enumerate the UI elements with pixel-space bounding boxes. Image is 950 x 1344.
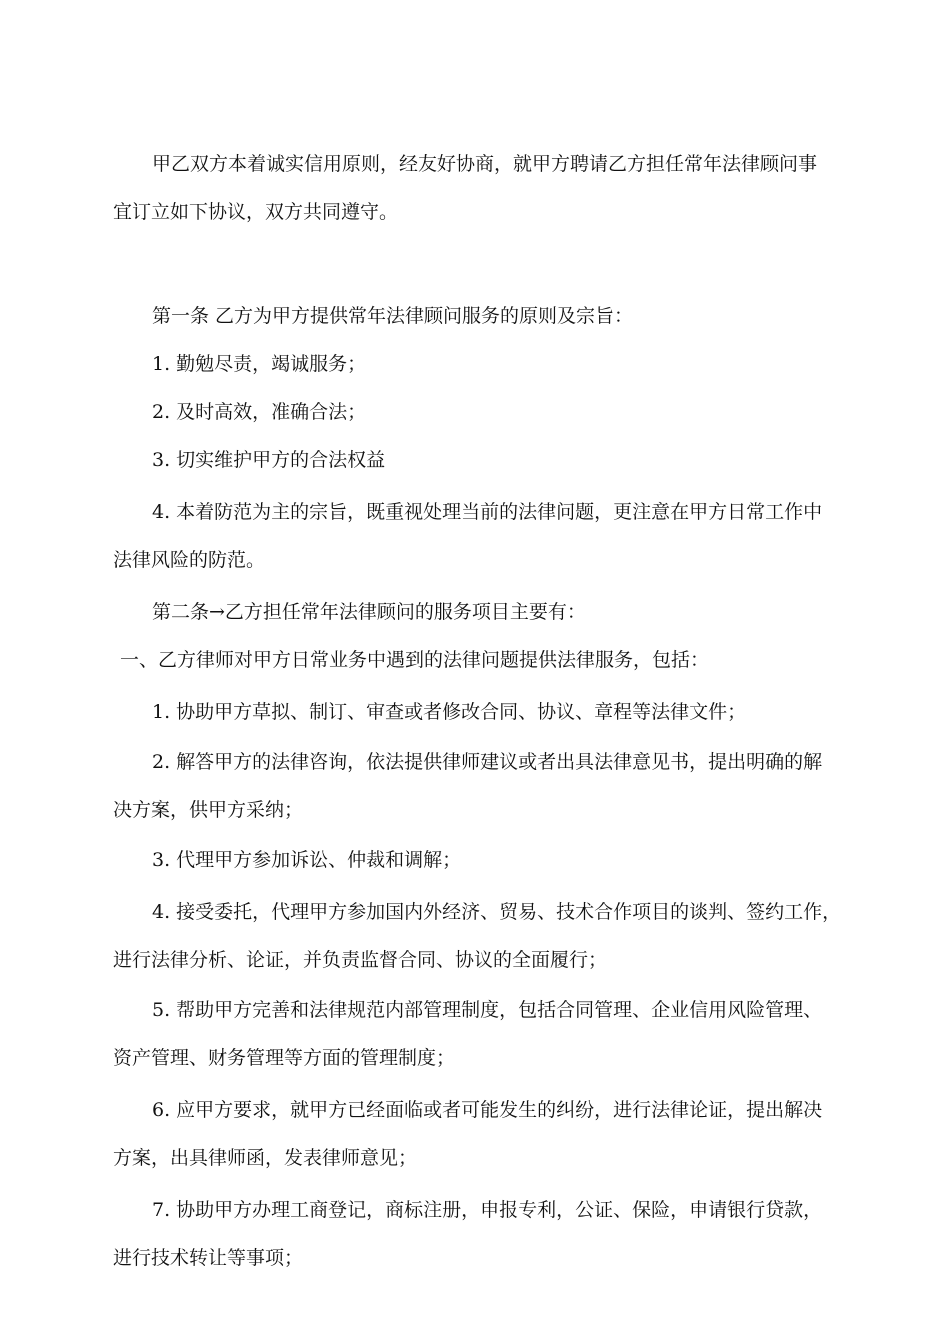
article-2-section-1: 一、乙方律师对甲方日常业务中遇到的法律问题提供法律服务，包括： xyxy=(120,649,710,671)
intro-line-2: 宜订立如下协议，双方共同遵守。 xyxy=(113,201,399,223)
article-1-item-3: 3. 切实维护甲方的合法权益 xyxy=(152,449,386,471)
article-1-heading: 第一条 乙方为甲方提供常年法律顾问服务的原则及宗旨： xyxy=(152,305,634,327)
article-2-item-5-line-1: 5. 帮助甲方完善和法律规范内部管理制度，包括合同管理、企业信用风险管理、 xyxy=(152,999,823,1021)
article-2-item-6-line-2: 方案，出具律师函，发表律师意见； xyxy=(113,1147,418,1169)
article-2-item-2-line-1: 2. 解答甲方的法律咨询，依法提供律师建议或者出具法律意见书，提出明确的解 xyxy=(152,751,823,773)
article-2-item-2-line-2: 决方案，供甲方采纳； xyxy=(113,799,304,821)
article-2-item-7-line-1: 7. 协助甲方办理工商登记，商标注册，申报专利，公证、保险，申请银行贷款， xyxy=(152,1199,823,1221)
article-1-item-4-line-1: 4. 本着防范为主的宗旨，既重视处理当前的法律问题，更注意在甲方日常工作中 xyxy=(152,501,823,523)
article-1-item-4-line-2: 法律风险的防范。 xyxy=(113,549,266,571)
article-2-item-6-line-1: 6. 应甲方要求，就甲方已经面临或者可能发生的纠纷，进行法律论证，提出解决 xyxy=(152,1099,823,1121)
article-2-item-3: 3. 代理甲方参加诉讼、仲裁和调解； xyxy=(152,849,462,871)
article-2-item-7-line-2: 进行技术转让等事项； xyxy=(113,1247,304,1269)
article-2-item-5-line-2: 资产管理、财务管理等方面的管理制度； xyxy=(113,1047,456,1069)
article-1-item-2: 2. 及时高效，准确合法； xyxy=(152,401,367,423)
article-2-item-4-line-2: 进行法律分析、论证，并负责监督合同、协议的全面履行； xyxy=(113,949,608,971)
article-2-item-1: 1. 协助甲方草拟、制订、审查或者修改合同、协议、章程等法律文件； xyxy=(152,701,747,723)
article-2-heading: 第二条→乙方担任常年法律顾问的服务项目主要有： xyxy=(152,601,586,623)
article-2-item-4-line-1: 4. 接受委托，代理甲方参加国内外经济、贸易、技术合作项目的谈判、签约工作， xyxy=(152,901,842,923)
article-1-item-1: 1. 勤勉尽责，竭诚服务； xyxy=(152,353,367,375)
intro-line-1: 甲乙双方本着诚实信用原则，经友好协商，就甲方聘请乙方担任常年法律顾问事 xyxy=(152,153,818,175)
